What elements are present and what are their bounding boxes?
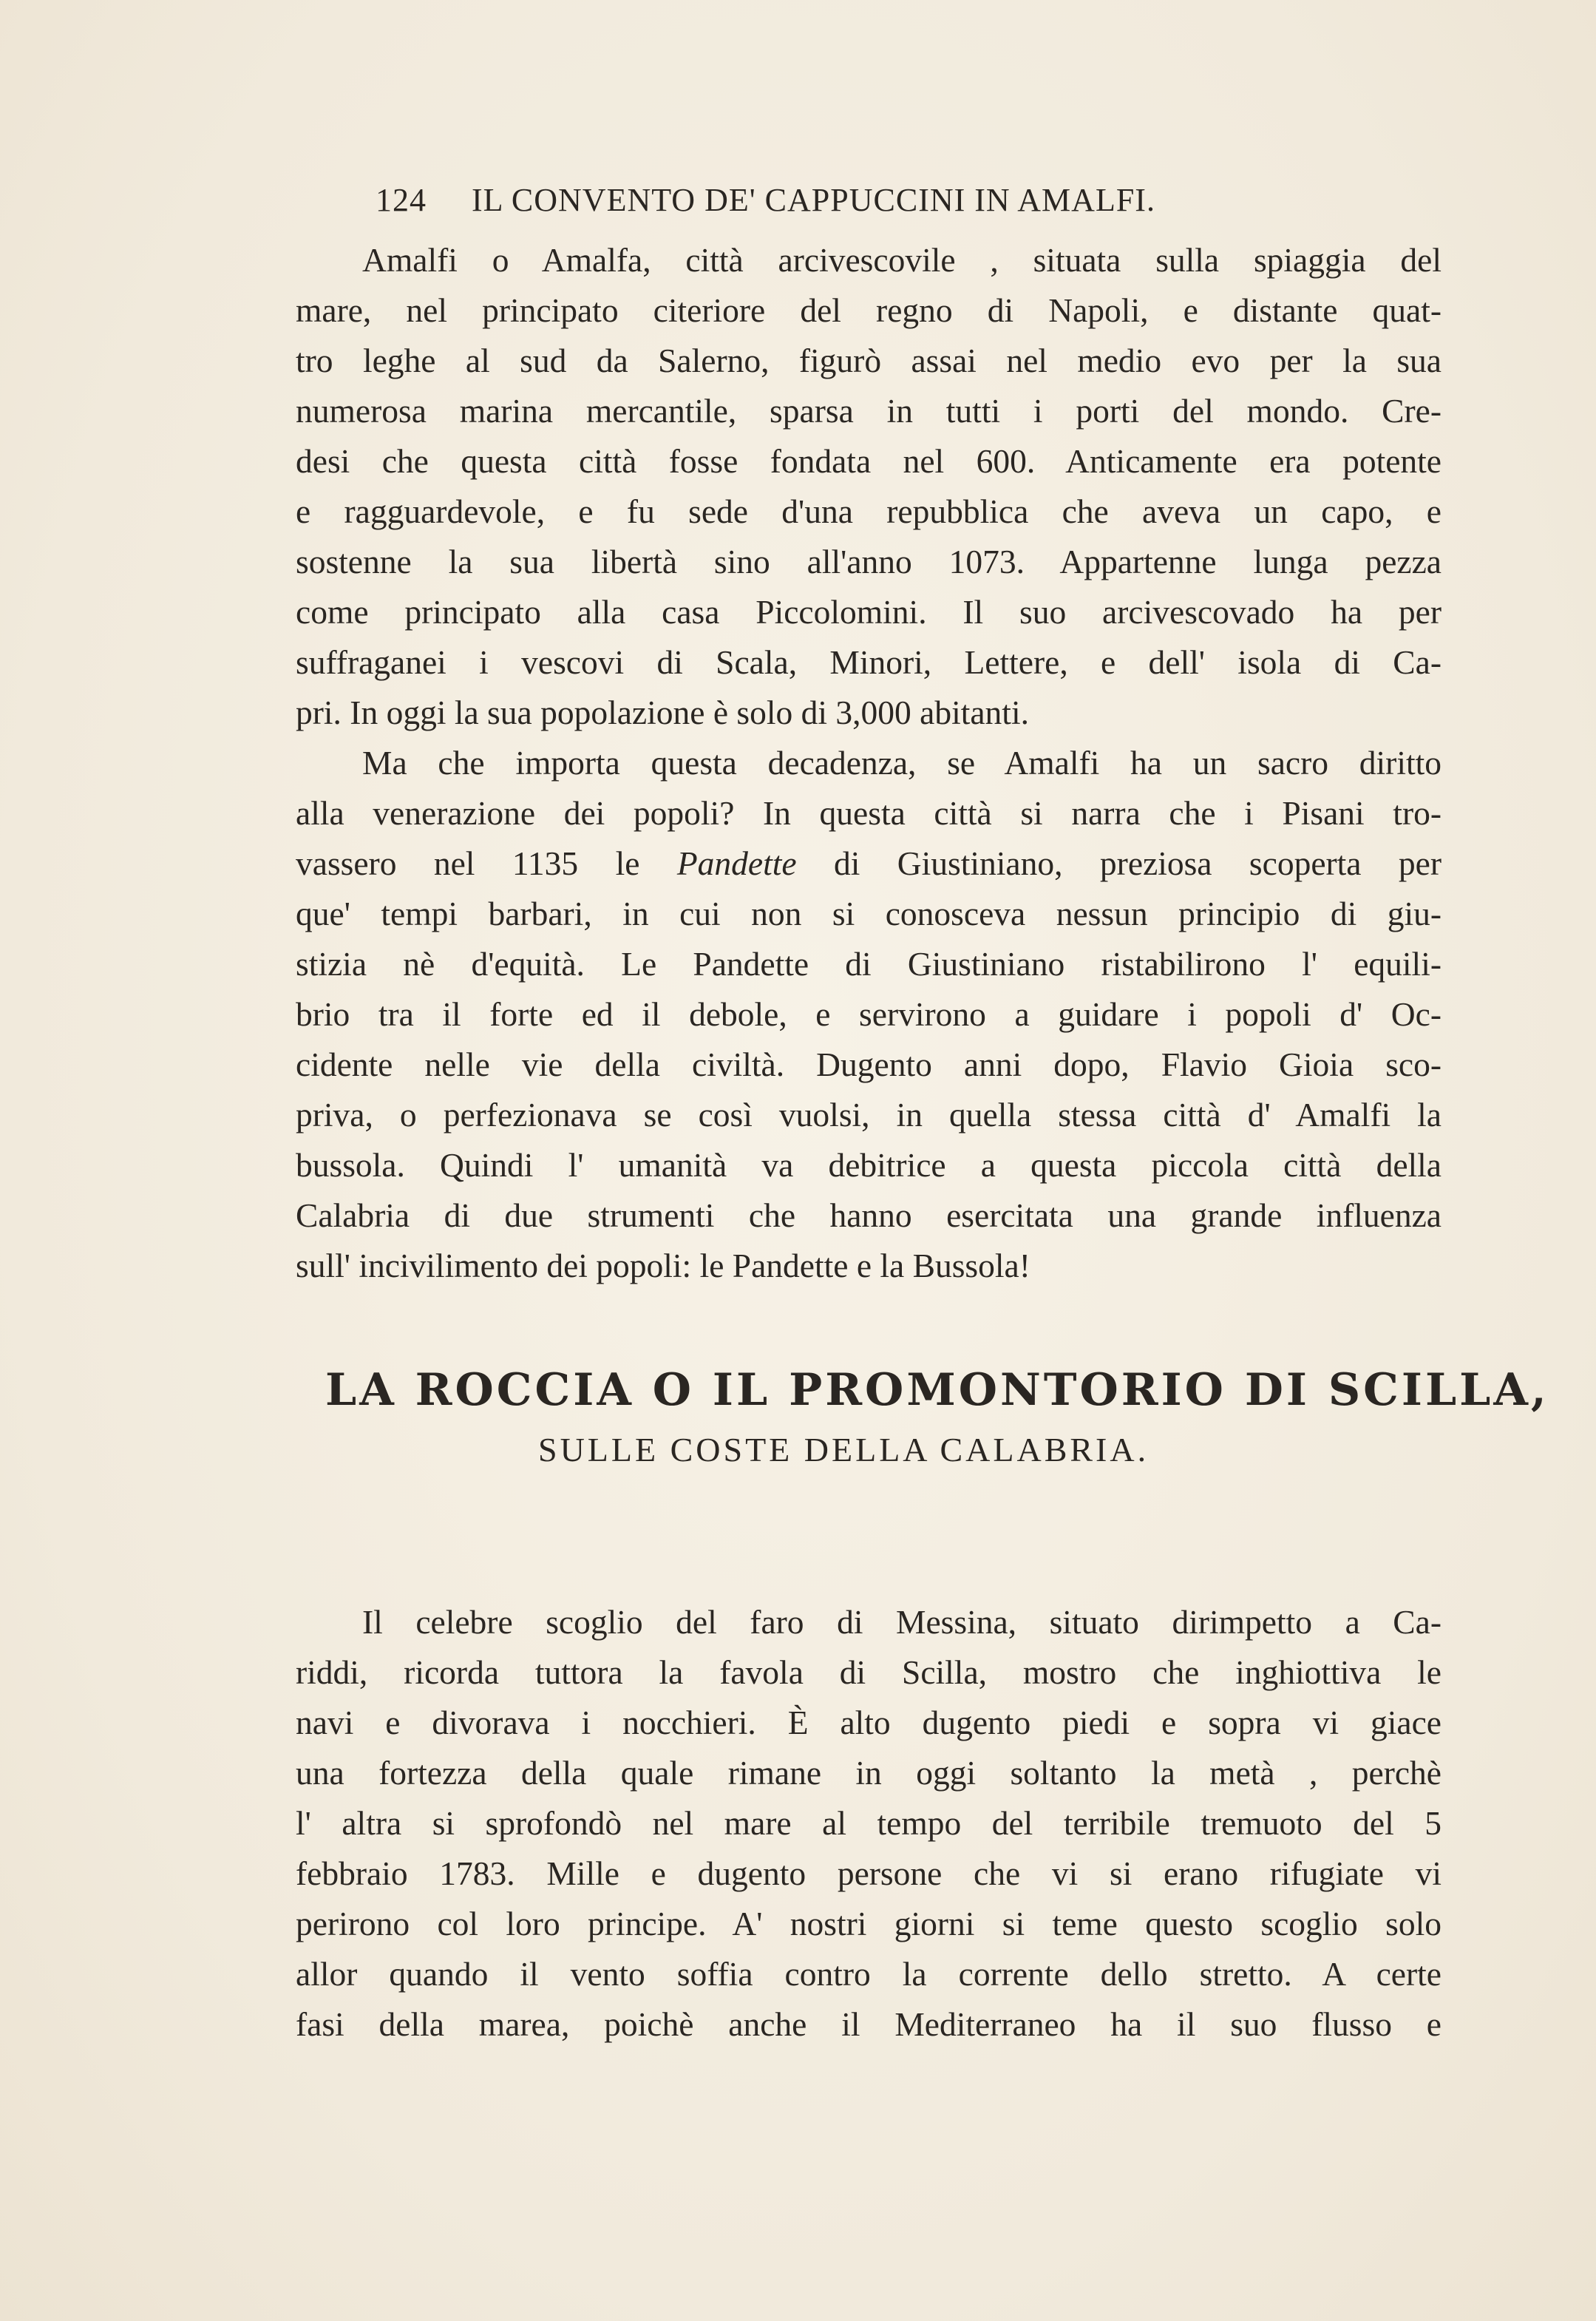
text-line: allor quando il vento soffia contro la corrente dello stretto. A certe: [296, 1955, 1442, 1993]
text-line: mare, nel principato citeriore del regno di Napoli, e distante quat-: [296, 291, 1442, 329]
paragraph-scilla: [296, 1597, 1442, 2050]
text-line: come principato alla casa Piccolomini. Il suo arcivescovado ha per: [296, 593, 1442, 631]
text-line: fasi della marea, poichè anche il Mediterraneo ha il suo flusso e: [296, 2005, 1442, 2043]
text-line: Il celebre scoglio del faro di Messina, situato dirimpetto a Ca-: [362, 1603, 1442, 1641]
text-line: desi che questa città fosse fondata nel 600. Anticamente era potente: [296, 442, 1442, 480]
page-number: 124: [376, 182, 427, 218]
text-line: brio tra il forte ed il debole, e servirono a guidare i popoli d' Oc-: [296, 995, 1442, 1033]
section-title: LA ROCCIA O IL PROMONTORIO DI SCILLA,: [325, 1364, 1549, 1416]
text-line: navi e divorava i nocchieri. È alto dugento piedi e sopra vi giace: [296, 1704, 1442, 1741]
text-line: pri. In oggi la sua popolazione è solo di 3,000 abitanti.: [296, 694, 1029, 731]
text-line: bussola. Quindi l' umanità va debitrice a questa piccola città della: [296, 1146, 1442, 1184]
text-line: Amalfi o Amalfa, città arcivescovile , situata sulla spiaggia del: [362, 241, 1442, 279]
text-line: sull' incivilimento dei popoli: le Pandette e la Bussola!: [296, 1247, 1030, 1284]
text-segment: vassero nel 1135 le: [296, 844, 640, 882]
section-subtitle: SULLE COSTE DELLA CALABRIA.: [538, 1431, 1150, 1468]
paragraph-pandette: [296, 738, 1442, 1291]
running-title: IL CONVENTO DE' CAPPUCCINI IN AMALFI.: [472, 182, 1155, 218]
text-line: stizia nè d'equità. Le Pandette di Giustiniano ristabilirono l' equili-: [296, 945, 1442, 983]
text-line: Ma che importa questa decadenza, se Amalfi ha un sacro diritto: [362, 744, 1442, 782]
running-head: [376, 181, 1263, 219]
text-line: febbraio 1783. Mille e dugento persone che vi si erano rifugiate vi: [296, 1854, 1442, 1892]
text-line: alla venerazione dei popoli? In questa città si narra che i Pisani tro-: [296, 794, 1442, 832]
text-line: tro leghe al sud da Salerno, figurò assai nel medio evo per la sua: [296, 342, 1442, 379]
text-line: priva, o perfezionava se così vuolsi, in quella stessa città d' Amalfi la: [296, 1096, 1442, 1134]
text-line: una fortezza della quale rimane in oggi soltanto la metà , perchè: [296, 1754, 1442, 1792]
italic-term: Pandette: [676, 844, 797, 882]
text-line: perirono col loro principe. A' nostri giorni si teme questo scoglio solo: [296, 1905, 1442, 1942]
paragraph-amalfi: [296, 235, 1442, 738]
text-segment: di Giustiniano, preziosa scoperta per: [834, 844, 1442, 882]
text-line: l' altra si sprofondò nel mare al tempo del terribile tremuoto del 5: [296, 1804, 1442, 1842]
text-line: numerosa marina mercantile, sparsa in tutti i porti del mondo. Cre-: [296, 392, 1442, 430]
text-line: riddi, ricorda tuttora la favola di Scilla, mostro che inghiottiva le: [296, 1653, 1442, 1691]
text-line: sostenne la sua libertà sino all'anno 1073. Appartenne lunga pezza: [296, 543, 1442, 580]
text-line: cidente nelle vie della civiltà. Dugento anni dopo, Flavio Gioia sco-: [296, 1046, 1442, 1083]
text-line: [296, 838, 1442, 889]
text-line: que' tempi barbari, in cui non si conosceva nessun principio di giu-: [296, 895, 1442, 932]
text-line: suffraganei i vescovi di Scala, Minori, Lettere, e dell' isola di Ca-: [296, 643, 1442, 681]
text-line: Calabria di due strumenti che hanno esercitata una grande influenza: [296, 1196, 1442, 1234]
text-line: e ragguardevole, e fu sede d'una repubblica che aveva un capo, e: [296, 492, 1442, 530]
